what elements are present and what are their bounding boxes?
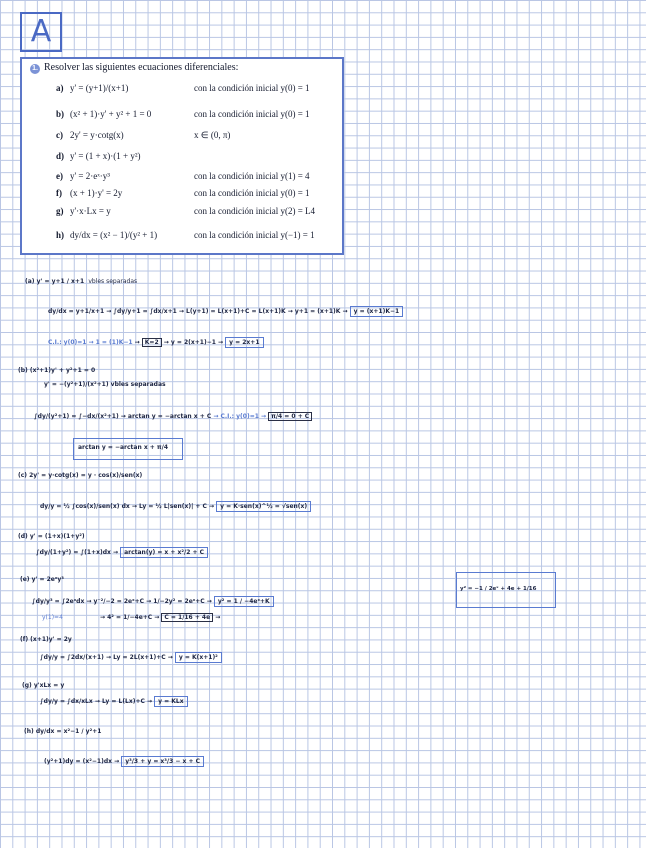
exercise-b: b) (x² + 1)·y' + y² + 1 = 0 con la condición inicial y(0) = 1	[56, 109, 310, 119]
solution-e-step1: ∫dy/y³ = ∫2eˣdx → y⁻²/−2 = 2eˣ+C → 1/−2y² = 2eˣ+C → y² = 1 / −4eˣ+K	[32, 598, 274, 605]
problem-number: 1.	[30, 64, 40, 74]
solution-b-answer: arctan y = −arctan x + π/4	[78, 444, 169, 451]
solution-e-constant: C = 1/16 + 4e	[161, 613, 213, 622]
solution-a-step2: C.I.: y(0)=1 → 1 = (1)K−1 → K=2 → y = 2(x+1)−1 → y = 2x+1	[48, 339, 264, 346]
solution-e-answer1: y² = 1 / −4eˣ+K	[214, 596, 274, 607]
exercise-a: a) y' = (y+1)/(x+1) con la condición inicial y(0) = 1	[56, 83, 310, 93]
solution-e-ci: y(1)=4	[42, 614, 63, 621]
solution-h-heading: (h) dy/dx = x²−1 / y²+1	[24, 728, 102, 735]
problem-statement	[20, 57, 344, 255]
solution-b-heading: (b) (x²+1)y' + y²+1 = 0	[18, 367, 96, 374]
solution-g-step1: ∫dy/y = ∫dx/xLx → Ly = L(Lx)+C → y = KLx	[40, 698, 188, 705]
solution-a-answer2: y = 2x+1	[225, 337, 263, 348]
solution-f-answer: y = K(x+1)²	[175, 652, 222, 663]
exercise-d: d) y' = (1 + x)·(1 + y²)	[56, 151, 141, 161]
solution-c-step1: dy/y = ½ ∫cos(x)/sen(x) dx → Ly = ½ L|sen(x)| + C → y = K·sen(x)^½ = √sen(x)	[40, 503, 311, 510]
exercise-c: c) 2y' = y·cotg(x) x ∈ (0, π)	[56, 130, 231, 140]
solution-a-k: K=2	[142, 338, 162, 347]
solution-d-heading: (d) y' = (1+x)(1+y²)	[18, 533, 85, 540]
solution-f-step1: ∫dy/y = ∫2dx/(x+1) → Ly = 2L(x+1)+C → y = K(x+1)²	[40, 654, 222, 661]
solution-d-step1: ∫dy/(1+y²) = ∫(1+x)dx → arctan(y) = x + x²/2 + C	[36, 549, 208, 556]
solution-h-answer: y³/3 + y = x³/3 − x + C	[121, 756, 204, 767]
solution-c-answer: y = K·sen(x)^½ = √sen(x)	[216, 501, 311, 512]
solution-e-heading: (e) y' = 2eˣy³	[20, 576, 64, 583]
solution-h-step1: (y²+1)dy = (x²−1)dx → y³/3 + y = x³/3 − x + C	[44, 758, 204, 765]
solution-f-heading: (f) (x+1)y' = 2y	[20, 636, 72, 643]
solution-b-step1: y' = −(y²+1)/(x²+1) vbles separadas	[44, 381, 166, 388]
solution-a-step1: dy/dx = y+1/x+1 → ∫dy/y+1 = ∫dx/x+1 → L(y+1) = L(x+1)+C = L(x+1)K → y+1 = (x+1)K → y = (x+1)K−1	[48, 308, 403, 315]
exercise-h: h) dy/dx = (x² − 1)/(y² + 1) con la condición inicial y(−1) = 1	[56, 230, 315, 240]
solution-c-heading: (c) 2y' = y·cotg(x) = y · cos(x)/sen(x)	[18, 472, 143, 479]
exercise-f: f) (x + 1)·y' = 2y con la condición inicial y(0) = 1	[56, 188, 310, 198]
solution-d-answer: arctan(y) = x + x²/2 + C	[120, 547, 208, 558]
solution-a-answer1: y = (x+1)K−1	[350, 306, 404, 317]
solution-g-heading: (g) y'xLx = y	[22, 682, 65, 689]
exercise-g: g) y'·x·Lx = y con la condición inicial y(2) = L4	[56, 206, 316, 216]
solution-a-heading: (a) y' = y+1 / x+1 vbles separadas	[25, 278, 138, 285]
solution-g-answer: y = KLx	[154, 696, 187, 707]
exercise-e: e) y' = 2·eˣ·y³ con la condición inicial y(1) = 4	[56, 171, 310, 181]
solution-e-final-answer: y² = −1 / 2eˣ + 4e + 1/16	[460, 586, 537, 592]
problem-title: 1. Resolver las siguientes ecuaciones diferenciales:	[30, 62, 238, 74]
solution-b-constant: π/4 = 0 + C	[268, 412, 312, 421]
logo-a: A	[20, 12, 62, 52]
solution-e-step2: → 4² = 1/−4e+C → C = 1/16 + 4e →	[100, 614, 221, 621]
solution-b-step2: ∫dy/(y²+1) = ∫−dx/(x²+1) → arctan y = −arctan x + C → C.I.: y(0)=1 → π/4 = 0 + C	[34, 413, 312, 420]
